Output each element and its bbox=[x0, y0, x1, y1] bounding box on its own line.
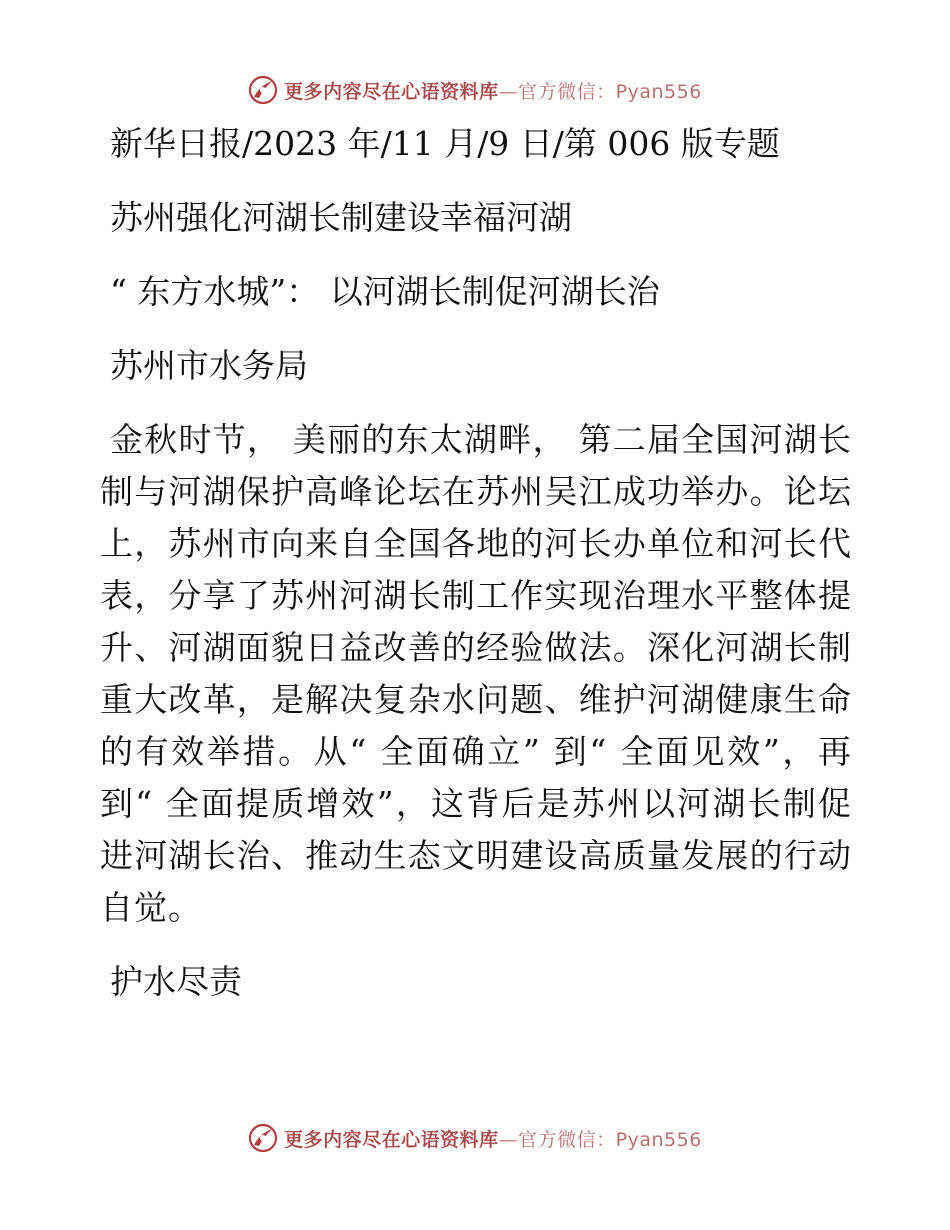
brush-pen-logo-icon bbox=[248, 1123, 278, 1153]
article-title: 苏州强化河湖长制建设幸福河湖 bbox=[110, 198, 572, 237]
source-line: 新华日报/2023 年/11 月/9 日/第 006 版专题 bbox=[110, 124, 780, 163]
article-body bbox=[100, 118, 852, 1030]
watermark-dash: — bbox=[498, 80, 519, 103]
watermark-site: 更多内容尽在心语资料库 bbox=[284, 1128, 499, 1151]
article-paragraph: 金秋时节， 美丽的东太湖畔， 第二届全国河湖长制与河湖保护高峰论坛在苏州吴江成功举办。论坛上，苏州市向来自全国各地的河长办单位和河长代表，分享了苏州河湖长制工作实现治理水平整体提升、河湖面貌日益改善的经验做法。深化河湖长制重大改革，是解决复杂水问题、维护河湖健康生命的有效举措。从“ 全面确立” 到“ 全面见效”，再到“ 全面提质增效”，这背后是苏州以河湖长制促进河湖长治、推动生态文明建设高质量发展的行动自觉。 bbox=[100, 420, 852, 927]
watermark-text bbox=[284, 1125, 702, 1152]
watermark-dash: — bbox=[498, 1128, 519, 1151]
watermark-contact: 官方微信：Pyan556 bbox=[518, 1128, 702, 1151]
watermark-contact: 官方微信：Pyan556 bbox=[518, 80, 702, 103]
watermark-site: 更多内容尽在心语资料库 bbox=[284, 80, 499, 103]
article-subtitle: “ 东方水城”： 以河湖长制促河湖长治 bbox=[110, 272, 660, 311]
watermark-banner-top bbox=[0, 70, 950, 110]
watermark-banner-bottom bbox=[0, 1118, 950, 1158]
section-heading: 护水尽责 bbox=[110, 962, 242, 1001]
watermark-text bbox=[284, 77, 702, 104]
brush-pen-logo-icon bbox=[248, 75, 278, 105]
article-author: 苏州市水务局 bbox=[110, 346, 308, 385]
